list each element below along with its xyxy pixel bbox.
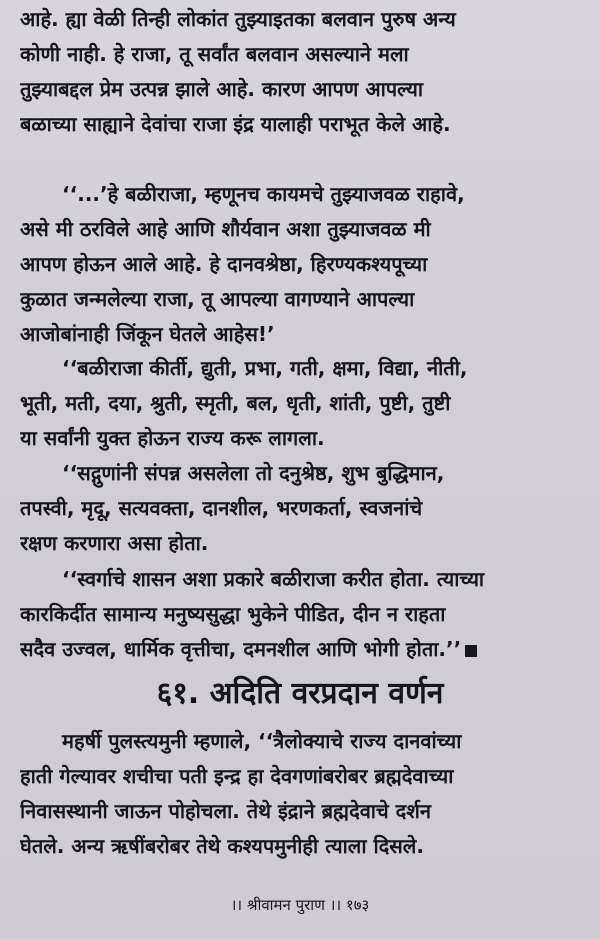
paragraph-2 xyxy=(20,177,580,352)
paragraph-line: तुझ्याबद्दल प्रेम उत्पन्न झाले आहे. कारण आपण आपल्या xyxy=(20,77,424,101)
paragraph-line: आपण होऊन आले आहे. हे दानवश्रेष्ठा, हिरण्यकश्यपूच्या xyxy=(20,252,428,276)
paragraph-line: ‘‘स्वर्गाचे शासन अशा प्रकारे बळीराजा करीत होता. त्याच्या xyxy=(62,567,485,591)
paragraph-line: ‘‘बळीराजा कीर्ती, द्युती, प्रभा, गती, क्षमा, विद्या, नीती, xyxy=(62,356,468,380)
paragraph-line: निवासस्थानी जाऊन पोहोचला. तेथे इंद्राने ब्रह्मदेवाचे दर्शन xyxy=(20,799,431,823)
paragraph-line: आहे. ह्या वेळी तिन्ही लोकांत तुझ्याइतका बलवान पुरुष अन्य xyxy=(20,7,456,31)
paragraph-line: कुळात जन्मलेल्या राजा, तू आपल्या वागण्याने आपल्या xyxy=(20,287,415,311)
paragraph-line: ‘‘...’हे बळीराजा, म्हणूनच कायमचे तुझ्याजवळ राहावे, xyxy=(62,182,465,206)
paragraph-5 xyxy=(20,562,580,667)
paragraph-line: बळाच्या साह्याने देवांचा राजा इंद्र यालाही पराभूत केले आहे. xyxy=(20,112,451,136)
paragraph-line: हाती गेल्यावर शचीचा पती इन्द्र हा देवगणांबरोबर ब्रह्मदेवाच्या xyxy=(20,764,454,788)
paragraph-1 xyxy=(20,2,580,142)
paragraph-line: या सर्वांनी युक्त होऊन राज्य करू लागला. xyxy=(20,426,325,450)
paragraph-line: भूती, मती, दया, श्रुती, स्मृती, बल, धृती, शांती, पुष्टी, तुष्टी xyxy=(20,391,451,415)
paragraph-line xyxy=(20,632,580,667)
paragraph-line: रक्षण करणारा असा होता. xyxy=(20,531,209,555)
paragraph-line: आजोबांनाही जिंकून घेतले आहेस!’ xyxy=(20,322,275,346)
paragraph-line: घेतले. अन्य ऋषींबरोबर तेथे कश्यपमुनीही त्याला दिसले. xyxy=(20,834,424,858)
paragraph-line: तपस्वी, मृदू, सत्यवक्ता, दानशील, भरणकर्ता, स्वजनांचे xyxy=(20,496,423,520)
chapter-paragraph xyxy=(20,724,580,864)
page-footer: ।। श्रीवामन पुराण ।। १७३ xyxy=(230,896,370,914)
paragraph-3 xyxy=(20,351,580,456)
section-end-square-icon xyxy=(465,645,477,657)
paragraph-line: कोणी नाही. हे राजा, तू सर्वांत बलवान असल्याने मला xyxy=(20,42,409,66)
paragraph-4 xyxy=(20,456,580,561)
paragraph-line-text: सदैव उज्वल, धार्मिक वृत्तीचा, दमनशील आणि भोगी होता.’’ xyxy=(20,637,462,661)
paragraph-line: असे मी ठरविले आहे आणि शौर्यवान अशा तुझ्याजवळ मी xyxy=(20,217,431,241)
paragraph-line: महर्षी पुलस्त्यमुनी म्हणाले, ‘‘त्रैलोक्याचे राज्य दानवांच्या xyxy=(62,729,462,753)
chapter-heading: ६१. अदिति वरप्रदान वर्णन xyxy=(156,676,444,711)
paragraph-line: कारकिर्दीत सामान्य मनुष्यसुद्धा भुकेने पीडित, दीन न राहता xyxy=(20,602,446,626)
paragraph-line: ‘‘सद्गुणांनी संपन्न असलेला तो दनुश्रेष्ठ, शुभ बुद्धिमान, xyxy=(62,461,445,485)
